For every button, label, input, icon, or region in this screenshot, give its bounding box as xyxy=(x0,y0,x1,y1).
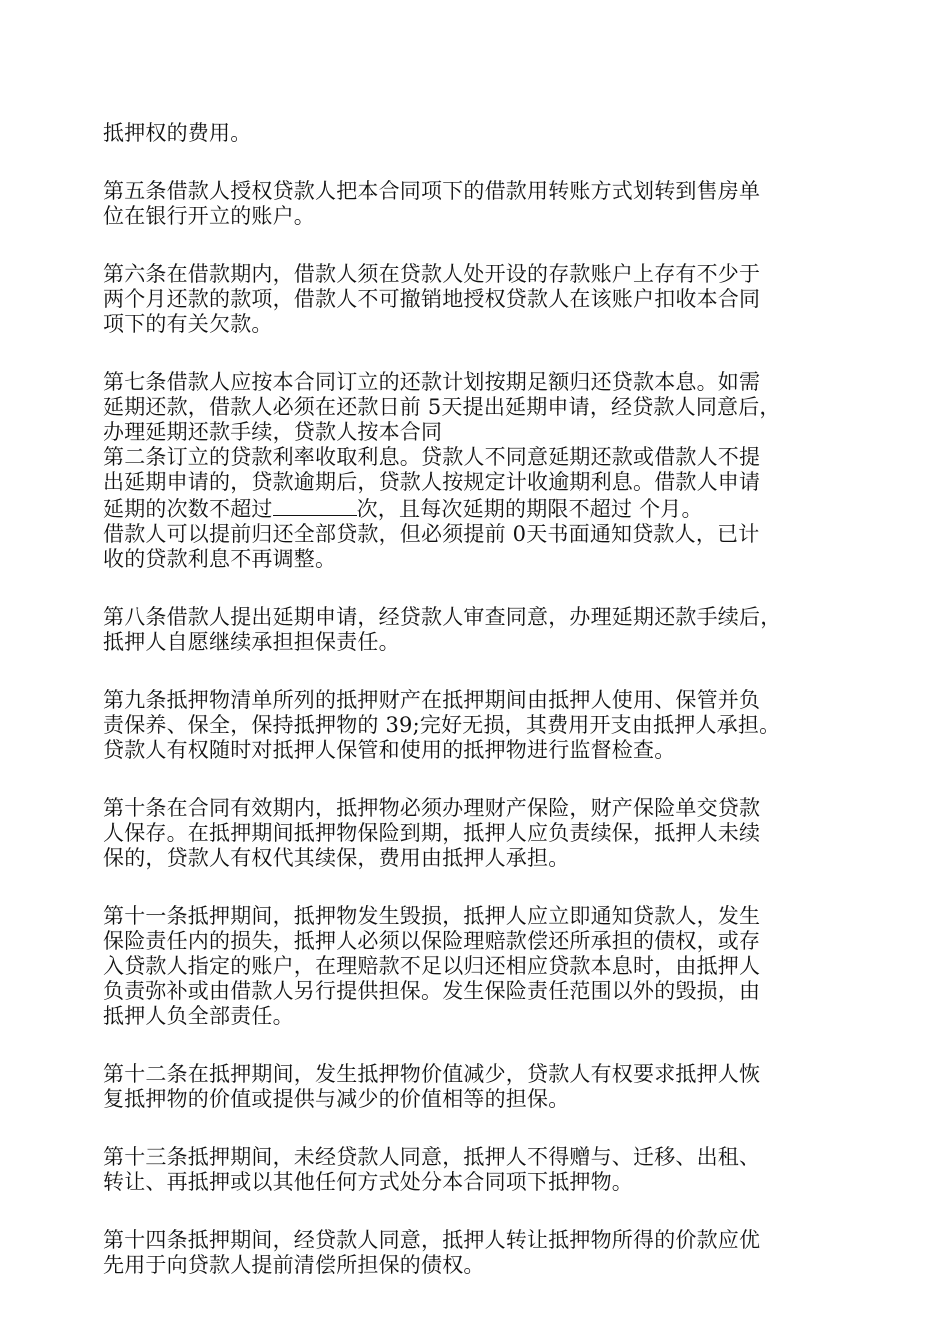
text-line: 第七条借款人应按本合同订立的还款计划按期足额归还贷款本息。如需 xyxy=(103,370,761,394)
text-line: 两个月还款的款项，借款人不可撤销地授权贷款人在该账户扣收本合同 xyxy=(103,287,761,311)
text-line: 第十二条在抵押期间，发生抵押物价值减少，贷款人有权要求抵押人恢 xyxy=(103,1062,761,1086)
text-line: 借款人可以提前归还全部贷款，但必须提前 0天书面通知贷款人，已计 xyxy=(103,522,760,546)
text-line: 第六条在借款期内，借款人须在贷款人处开设的存款账户上存有不少于 xyxy=(103,262,761,286)
text-line: 复抵押物的价值或提供与减少的价值相等的担保。 xyxy=(103,1087,570,1111)
paragraph-article-8 xyxy=(103,605,863,655)
text-line: 办理延期还款手续，贷款人按本合同 xyxy=(103,420,443,444)
text-line: 第十一条抵押期间，抵押物发生毁损，抵押人应立即通知贷款人，发生 xyxy=(103,904,761,928)
text-line: 转让、再抵押或以其他任何方式处分本合同项下抵押物。 xyxy=(103,1170,633,1194)
text-line: 先用于向贷款人提前清偿所担保的债权。 xyxy=(103,1253,485,1277)
text-line: 保的，贷款人有权代其续保，费用由抵押人承担。 xyxy=(103,846,570,870)
text-line: 第十三条抵押期间，未经贷款人同意，抵押人不得赠与、迁移、出租、 xyxy=(103,1145,761,1169)
paragraph-article-14 xyxy=(103,1228,863,1278)
text-line: 人保存。在抵押期间抵押物保险到期，抵押人应负责续保，抵押人未续 xyxy=(103,821,761,845)
text-line: 入贷款人指定的账户，在理赔款不足以归还相应贷款本息时，由抵押人 xyxy=(103,954,761,978)
text-line: 延期还款，借款人必须在还款日前 5天提出延期申请，经贷款人同意后， xyxy=(103,395,781,419)
paragraph-1 xyxy=(103,121,863,146)
document-page xyxy=(103,121,863,1278)
paragraph-article-12 xyxy=(103,1062,863,1112)
text-segment: 延期的次数不超过 xyxy=(103,497,273,521)
text-line: 抵押人自愿继续承担担保责任。 xyxy=(103,630,400,654)
text-line: 第九条抵押物清单所列的抵押财产在抵押期间由抵押人使用、保管并负 xyxy=(103,688,761,712)
paragraph-article-6 xyxy=(103,262,863,337)
text-line: 第十四条抵押期间，经贷款人同意，抵押人转让抵押物所得的价款应优 xyxy=(103,1228,761,1252)
text-line: 负责弥补或由借款人另行提供担保。发生保险责任范围以外的毁损，由 xyxy=(103,979,761,1003)
text-line: 贷款人有权随时对抵押人保管和使用的抵押物进行监督检查。 xyxy=(103,738,676,762)
text-line: 第五条借款人授权贷款人把本合同项下的借款用转账方式划转到售房单 xyxy=(103,179,761,203)
paragraph-article-11 xyxy=(103,904,863,1029)
paragraph-article-5 xyxy=(103,179,863,229)
paragraph-article-13 xyxy=(103,1145,863,1195)
paragraph-article-9 xyxy=(103,688,863,763)
text-line: 位在银行开立的账户。 xyxy=(103,204,315,228)
text-line: 保险责任内的损失，抵押人必须以保险理赔款偿还所承担的债权，或存 xyxy=(103,929,761,953)
text-line: 抵押权的费用。 xyxy=(103,121,252,145)
paragraph-article-10 xyxy=(103,796,863,871)
text-line-with-blank xyxy=(103,495,863,522)
text-line: 第二条订立的贷款利率收取利息。贷款人不同意延期还款或借款人不提 xyxy=(103,445,761,469)
paragraph-article-7 xyxy=(103,370,863,572)
text-segment: 次，且每次延期的期限不超过 个月。 xyxy=(356,497,703,521)
text-line: 抵押人负全部责任。 xyxy=(103,1004,294,1028)
text-line: 责保养、保全，保持抵押物的 39;完好无损，其费用开支由抵押人承担。 xyxy=(103,713,781,737)
text-line: 第十条在合同有效期内，抵押物必须办理财产保险，财产保险单交贷款 xyxy=(103,796,761,820)
text-line: 第八条借款人提出延期申请，经贷款人审查同意，办理延期还款手续后， xyxy=(103,605,782,629)
fill-in-blank xyxy=(273,495,357,516)
text-line: 收的贷款利息不再调整。 xyxy=(103,547,337,571)
text-line: 项下的有关欠款。 xyxy=(103,312,273,336)
text-line: 出延期申请的，贷款逾期后，贷款人按规定计收逾期利息。借款人申请 xyxy=(103,470,761,494)
